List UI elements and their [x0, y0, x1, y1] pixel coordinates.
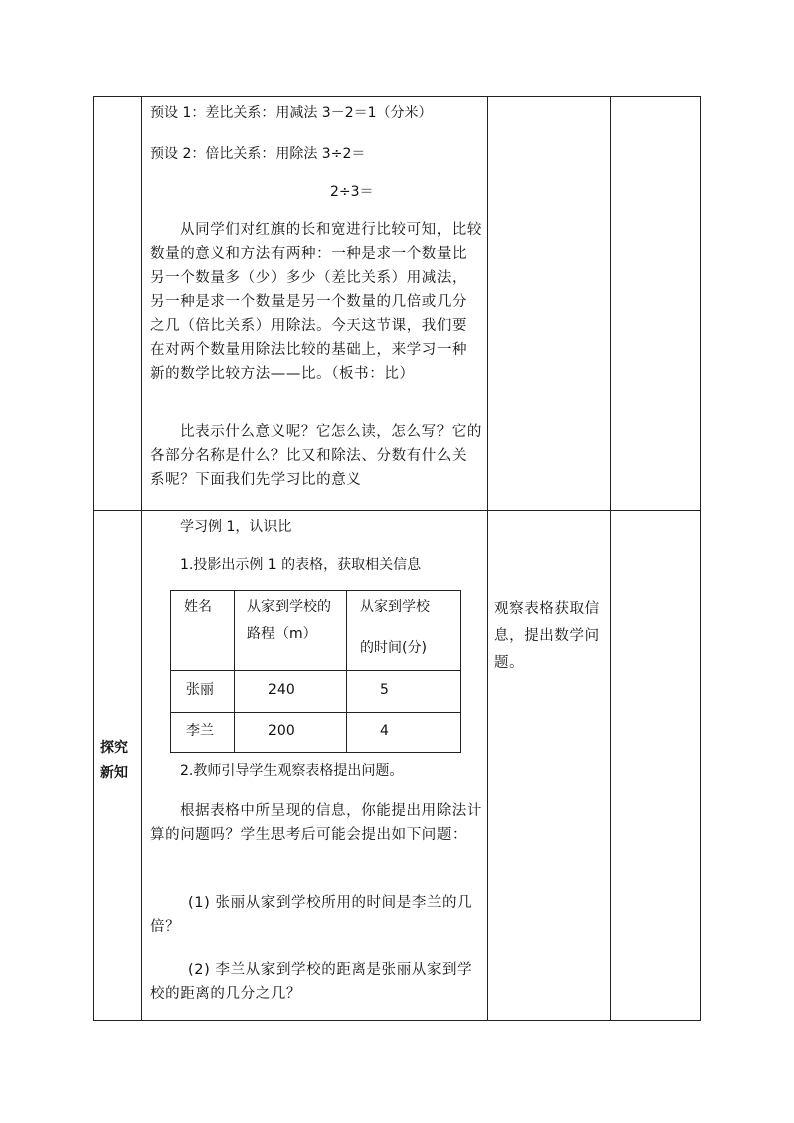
- header-time-line1: 从家到学校: [360, 599, 430, 615]
- student-activity: 观察表格获取信息，提出数学问题。: [494, 601, 600, 671]
- table-border-top: [93, 96, 701, 97]
- table-cell-distance-2: 200: [268, 723, 295, 739]
- row-divider: [93, 510, 701, 511]
- inner-border-right: [460, 590, 461, 753]
- inner-border-bottom: [170, 752, 461, 753]
- question-1: (1) 张丽从家到学校所用的时间是李兰的几倍？: [150, 895, 473, 935]
- preset-1: 预设 1：差比关系：用减法 3－2＝1（分米）: [150, 105, 433, 121]
- table-divider-1: [141, 96, 142, 1021]
- header-time-line2: 的时间(分): [360, 640, 427, 656]
- table-cell-name-2: 李兰: [186, 723, 214, 739]
- header-name: 姓名: [184, 599, 212, 615]
- section-label-line2: 新知: [100, 765, 128, 781]
- header-distance-line2: 路程（m）: [247, 626, 317, 642]
- paragraph-table-info: 根据表格中所呈现的信息，你能提出用除法计算的问题吗？学生思考后可能会提出如下问题：: [150, 803, 482, 843]
- table-divider-2: [487, 96, 488, 1021]
- table-cell-distance-1: 240: [268, 682, 295, 698]
- table-divider-3: [610, 96, 611, 1021]
- header-distance-line1: 从家到学校的: [247, 599, 331, 615]
- table-border-left: [93, 96, 94, 1021]
- inner-row-divider-2: [170, 712, 461, 713]
- step-2: 2.教师引导学生观察表格提出问题。: [180, 763, 404, 779]
- table-cell-time-2: 4: [380, 723, 389, 739]
- table-cell-name-1: 张丽: [186, 682, 214, 698]
- inner-col-divider-1: [234, 590, 235, 753]
- table-border-right: [700, 96, 701, 1021]
- inner-border-top: [170, 590, 461, 591]
- section-label-line1: 探究: [100, 740, 128, 756]
- preset-2: 预设 2：倍比关系：用除法 3÷2＝: [150, 146, 366, 162]
- table-border-bottom: [93, 1020, 701, 1021]
- table-cell-time-1: 5: [380, 682, 389, 698]
- step-1: 1.投影出示例 1 的表格，获取相关信息: [180, 557, 422, 573]
- example-heading: 学习例 1，认识比: [180, 519, 292, 535]
- preset-2-second: 2÷3＝: [330, 184, 374, 200]
- inner-row-divider-1: [170, 670, 461, 671]
- question-2: (2) 李兰从家到学校的距离是张丽从家到学校的距离的几分之几？: [150, 962, 473, 1002]
- paragraph-questions: 比表示什么意义呢？它怎么读，怎么写？它的各部分名称是什么？比又和除法、分数有什么关系呢？下面我们先学习比的意义: [150, 424, 482, 488]
- inner-col-divider-2: [346, 590, 347, 753]
- inner-border-left: [170, 590, 171, 753]
- paragraph-comparison: 从同学们对红旗的长和宽进行比较可知，比较数量的意义和方法有两种：一种是求一个数量比另一个数量多（少）多少（差比关系）用减法，另一种是求一个数量是另一个数量的几倍或几分之几（倍比关系）用除法。今天这节课，我们要在对两个数量用除法比较的基础上，来学习一种新的数学比较方法——比。（板书：比）: [150, 222, 482, 382]
